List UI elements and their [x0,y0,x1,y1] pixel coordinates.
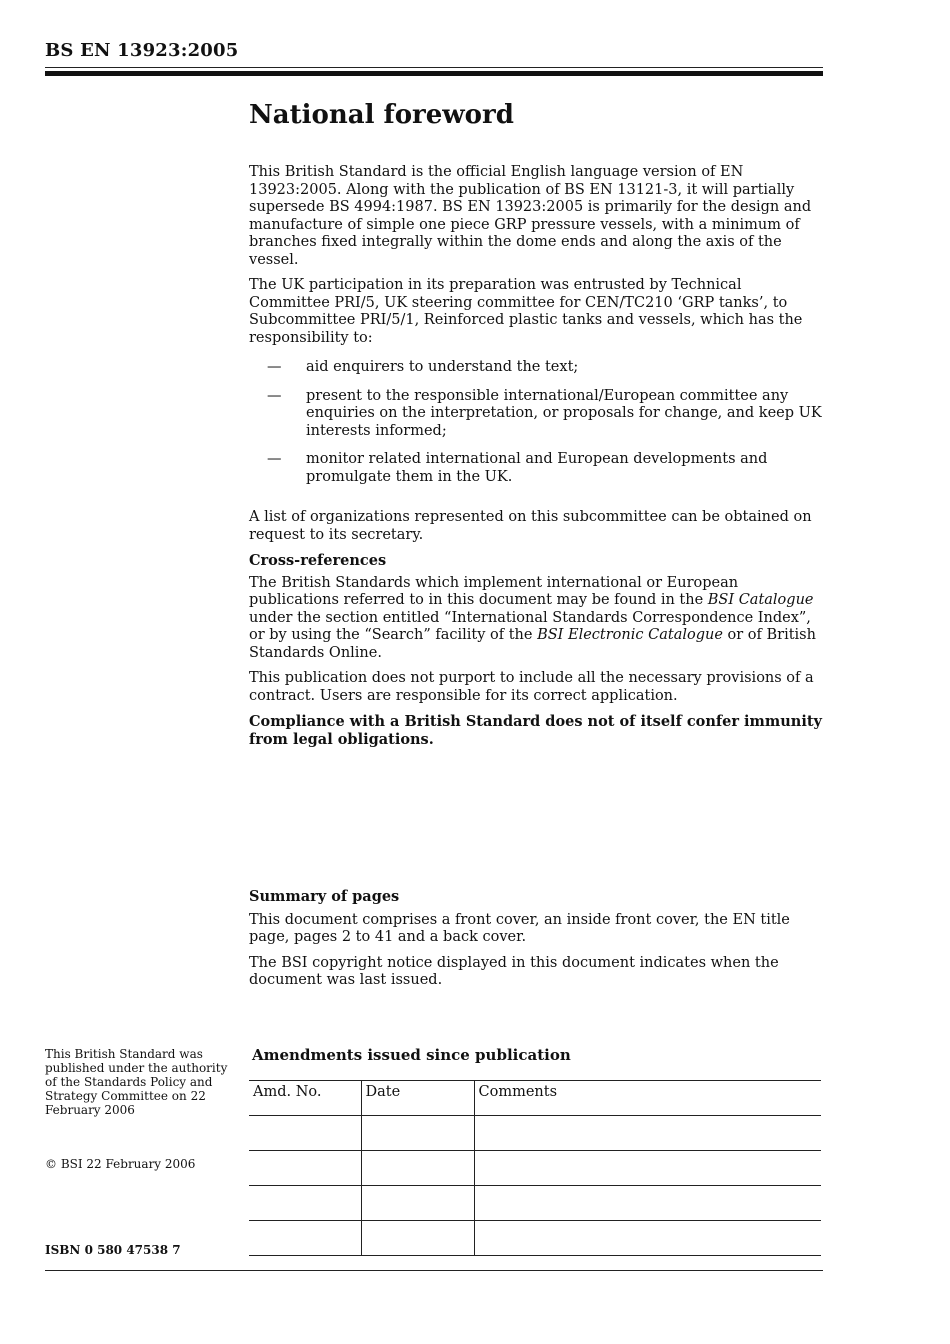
compliance-statement: Compliance with a British Standard does not of itself confer immunity from legal obligations. [249,713,822,748]
amendments-table [249,1080,821,1256]
list-item [249,388,824,441]
document-id: BS EN 13923:2005 [45,40,239,61]
summary-section [249,888,824,998]
list-item-text: monitor related international and European developments and promulgate them in the UK. [306,451,768,485]
list-dash: — [267,387,282,404]
header-rule-thin [45,67,823,68]
copyright-notice-paragraph: The BSI copyright notice displayed in this document indicates when the document was last issued. [249,954,779,988]
table-row [249,1151,821,1186]
copyright-line: © BSI 22 February 2006 [45,1157,196,1171]
bsi-catalogue-ref: BSI Catalogue [707,592,814,608]
foreword-body [249,164,824,756]
summary-heading: Summary of pages [249,888,400,905]
bsi-electronic-catalogue-ref: BSI Electronic Catalogue [537,627,723,643]
organizations-paragraph: A list of organizations represented on this subcommittee can be obtained on request to its secretary. [249,509,812,543]
amendments-title: Amendments issued since publication [252,1046,571,1064]
isbn: ISBN 0 580 47538 7 [45,1243,181,1257]
list-item-text: present to the responsible international/European committee any enquiries on the interpretation, or proposals for change, and keep UK interests informed; [306,387,822,439]
list-dash: — [267,359,282,375]
table-row [249,1116,821,1151]
summary-paragraph: This document comprises a front cover, an inside front cover, the EN title page, pages 2 to 41 and a back cover. [249,911,790,945]
cross-references-paragraph: The British Standards which implement international or European publications referred to in this document may be found in the BSI Catalogue under the section entitled “International Standards Correspondence Index”, or by using the “Search” facility of the BSI Electronic Catalogue or of British Standards Online. [249,574,816,661]
list-dash: — [267,451,282,467]
cross-references-heading: Cross-references [249,552,387,569]
table-header-row [249,1081,821,1116]
intro-paragraph: This British Standard is the official English language version of EN 13923:2005. Along with the publication of BS EN 13121-3, it will partially supersede BS 4994:1987. BS EN 13923:2005 is primarily for the design and manufacture of simple one piece GRP pressure vessels, with a minimum of branches fixed integrally within the dome ends and along the axis of the vessel. [249,164,812,268]
participation-paragraph: The UK participation in its preparation was entrusted by Technical Committee PRI/5, UK steering committee for CEN/TC210 ‘GRP tanks’, to Subcommittee PRI/5/1, Reinforced plastic tanks and vessels, which has the responsibility to: [249,277,803,346]
list-item [249,451,824,486]
table-row [249,1186,821,1221]
responsibility-list [249,359,824,486]
header-rule-thick [45,71,823,76]
list-item [249,359,824,377]
column-header-comments: Comments [474,1081,821,1116]
list-item-text: aid enquirers to understand the text; [306,359,579,375]
column-header-date: Date [361,1081,474,1116]
publication-authority-note: This British Standard was published under the authority of the Standards Policy and Strategy Committee on 22 February 2006 [45,1047,228,1117]
footer-rule [45,1270,823,1271]
table-row [249,1221,821,1256]
column-header-amd-no: Amd. No. [249,1081,361,1116]
provisions-paragraph: This publication does not purport to include all the necessary provisions of a contract. Users are responsible for its correct application. [249,670,814,704]
page-title: National foreword [249,100,514,130]
